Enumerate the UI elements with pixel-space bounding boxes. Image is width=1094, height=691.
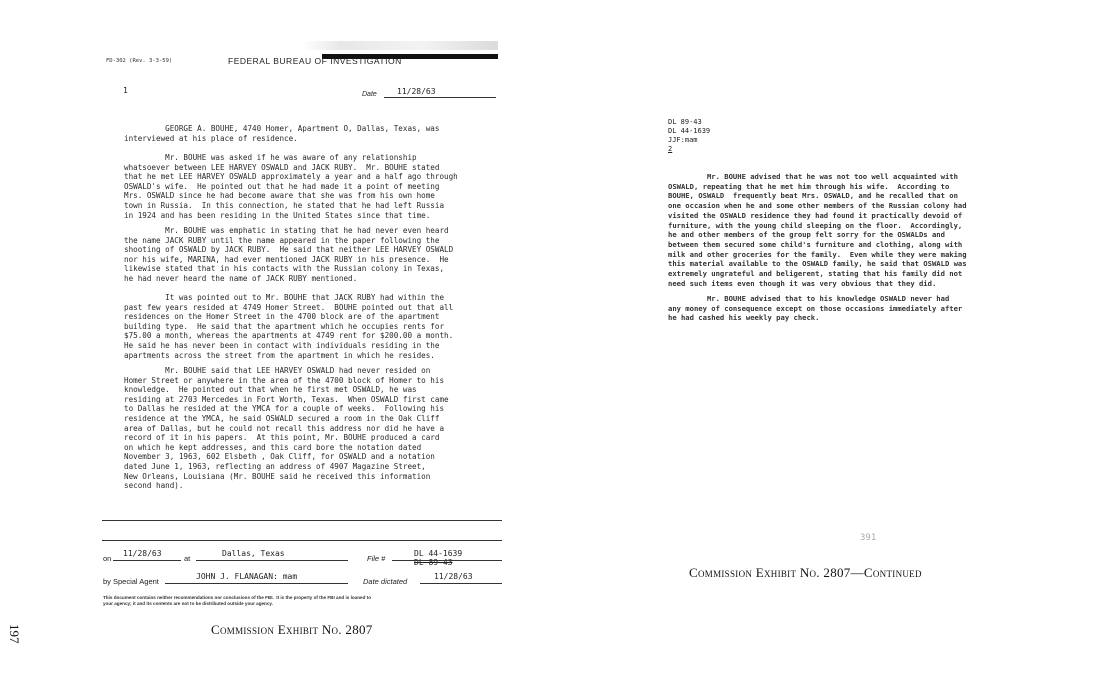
agency-title: FEDERAL BUREAU OF INVESTIGATION <box>228 56 402 66</box>
form-number: FD-302 (Rev. 3-3-59) <box>106 58 173 64</box>
dictated-label: Date dictated <box>363 577 408 586</box>
file-ref-2: DL 44-1639 <box>668 127 711 135</box>
file-underline <box>392 560 502 561</box>
file-ref-1: DL 89-43 <box>668 118 702 126</box>
file-ref-3: JJF:mam <box>668 136 698 144</box>
at-label: at <box>184 554 191 563</box>
dictated-underline <box>420 583 502 584</box>
at-underline <box>196 560 348 561</box>
paragraph-4: It was pointed out to Mr. BOUHE that JACK RUBY had within the past few years resided at 4749 Homer Street. BOUHE pointed out that all residences on the Homer Street in the 4700 block are of the apartment building type. He said that the apartment which he occupies rents for $75.00 a month, whereas the apartments at 4749 rent for $200.00 a month. He said he has never been in contact with individuals residing in the apartments across the street from the apartment in which he resides. <box>124 293 454 360</box>
footer-rule <box>102 520 502 521</box>
paragraph-1: GEORGE A. BOUHE, 4740 Homer, Apartment O, Dallas, Texas, was interviewed at his place of residence. <box>124 124 440 143</box>
footer-rule <box>102 540 502 541</box>
file-value-2: DL 89-43 <box>414 558 453 567</box>
on-underline <box>113 560 181 561</box>
right-paragraph-2: Mr. BOUHE advised that to his knowledge OSWALD never had any money of consequence except on those occasions immediately after he had cashed his weekly pay check. <box>668 294 963 323</box>
paragraph-5: Mr. BOUHE said that LEE HARVEY OSWALD had never resided on Homer Street or anywhere in the area of the 4700 block of Homer to his knowledge. He pointed out that when he first met OSWALD, he was residing at 2703 Mercedes in Fort Worth, Texas. When OSWALD first came to Dallas he resided at the YMCA for a couple of weeks. Following his residence at the YMCA, he said OSWALD secured a room in the Oak Cliff area of Dallas, but he could not recall this address nor did he have a record of it in his papers. At this point, Mr. BOUHE produced a card on which he kept addresses, and this card bore the notation dated November 3, 1963, 602 Elsbeth , Oak Cliff, for OSWALD and a notation dated June 1, 1963, reflecting an address of 4907 Magazine Street, New Orleans, Louisiana (Mr. BOUHE said he received this information second hand). <box>124 366 449 491</box>
redaction-bar <box>302 41 498 50</box>
paragraph-2: Mr. BOUHE was asked if he was aware of any relationship whatsoever between LEE HARVEY OSWALD and JACK RUBY. Mr. BOUHE stated that he met LEE HARVEY OSWALD approximately a year and a half ago through OSWALD's wife. He pointed out that he had made it a point of meeting Mrs. OSWALD since he had become aware that she was from his own home town in Russia. In this connection, he stated that he had left Russia in 1924 and has been residing in the United States since that time. <box>124 153 458 220</box>
at-value: Dallas, Texas <box>222 549 285 558</box>
exhibit-caption-left: Commission Exhibit No. 2807 <box>211 622 373 637</box>
exhibit-caption-right: Commission Exhibit No. 2807—Continued <box>689 565 922 580</box>
file-value-1: DL 44-1639 <box>414 549 463 558</box>
date-value: 11/28/63 <box>397 87 436 96</box>
date-underline <box>384 97 496 98</box>
disclaimer: This document contains neither recommendations nor conclusions of the FBI. It is the property of the FBI and is loaned to your agency; it and its contents are not to be distributed outside your agency. <box>103 595 371 606</box>
agent-underline <box>165 583 348 584</box>
paragraph-3: Mr. BOUHE was emphatic in stating that he had never even heard the name JACK RUBY until the name appeared in the paper following the shooting of OSWALD by JACK RUBY. He said that neither LEE HARVEY OSWALD nor his wife, MARINA, had ever mentioned JACK RUBY in his presence. He likewise stated that in his contacts with the Russian colony in Texas, he had never heard the name of JACK RUBY mentioned. <box>124 226 454 283</box>
margin-page-number: 197 <box>7 624 22 644</box>
dictated-value: 11/28/63 <box>434 572 473 581</box>
file-ref-4: 2 <box>668 145 673 153</box>
on-label: on <box>103 554 112 563</box>
right-paragraph-1: Mr. BOUHE advised that he was not too well acquainted with OSWALD, repeating that he met him through his wife. According to BOUHE, OSWALD frequently beat Mrs. OSWALD, and he recalled that on one occasion when he and some other members of the Russian colony had visited the OSWALD residence they had found it practically devoid of furniture, with the young child sleeping on the floor. Accordingly, he and other members of the group felt sorry for the OSWALDs and between them secured some child's furniture and clothing, along with milk and other groceries for the family. Even while they were making this material available to the OSWALD family, he said that OSWALD was extremely ungrateful and beligerent, stating that his family did not need such items even though it was very obvious that they did. <box>668 172 967 288</box>
page-number: 1 <box>123 86 128 95</box>
agent-value: JOHN J. FLANAGAN: mam <box>196 572 298 581</box>
file-label: File # <box>367 554 386 563</box>
agent-label: by Special Agent <box>103 577 159 586</box>
stamp-number: 391 <box>860 533 877 543</box>
on-value: 11/28/63 <box>123 549 162 558</box>
date-label: Date <box>362 91 377 98</box>
